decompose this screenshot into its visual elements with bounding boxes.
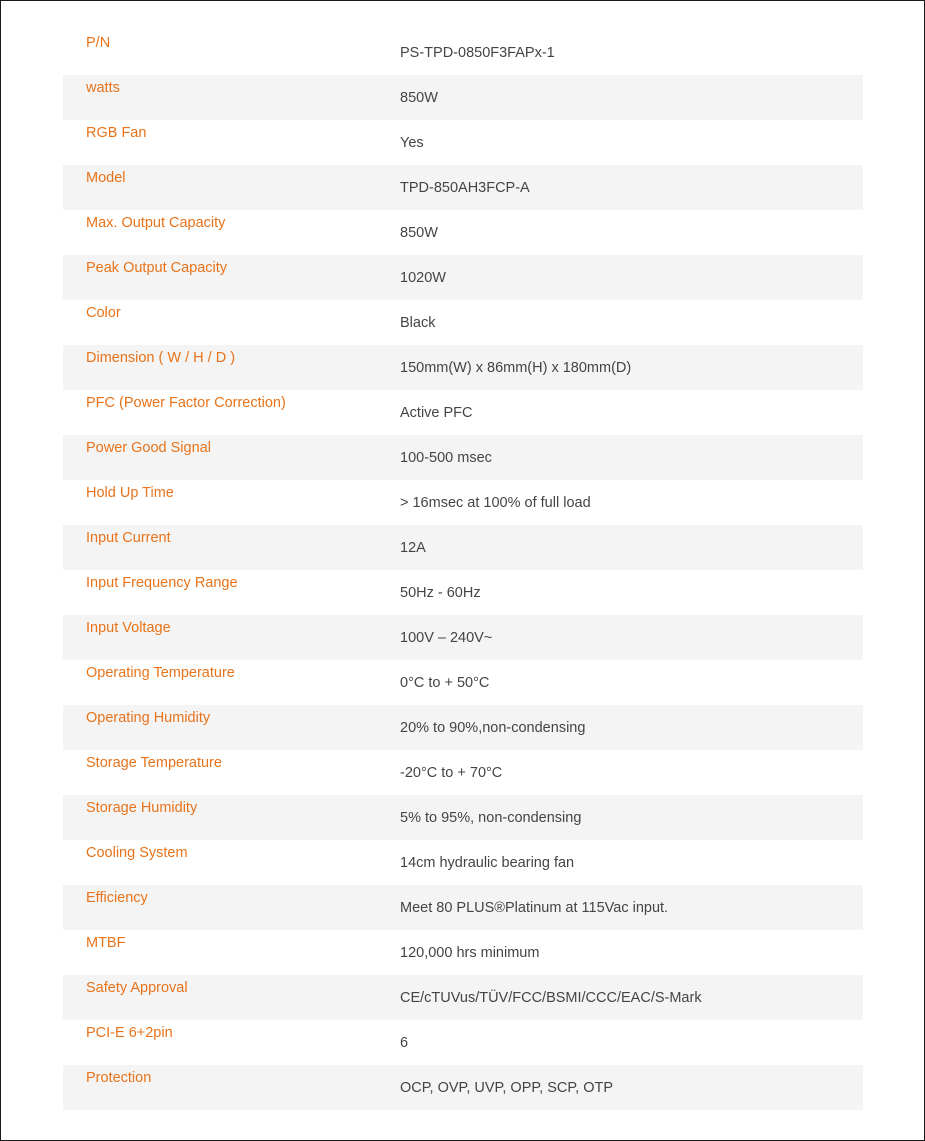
spec-value: CE/cTUVus/TÜV/FCC/BSMI/CCC/EAC/S-Mark [400, 990, 702, 1006]
spec-label: Operating Temperature [86, 665, 235, 681]
spec-label: Dimension ( W / H / D ) [86, 350, 236, 366]
spec-value: 12A [400, 540, 426, 556]
spec-label: PFC (Power Factor Correction) [86, 395, 286, 411]
spec-row [63, 840, 863, 885]
spec-row [63, 975, 863, 1020]
spec-table [63, 30, 863, 1110]
spec-value: 850W [400, 225, 438, 241]
spec-value: 120,000 hrs minimum [400, 945, 540, 961]
spec-row [63, 165, 863, 210]
spec-label: Hold Up Time [86, 485, 174, 501]
spec-row [63, 930, 863, 975]
spec-row [63, 885, 863, 930]
spec-value: 14cm hydraulic bearing fan [400, 855, 575, 871]
spec-label: Power Good Signal [86, 440, 211, 456]
spec-label: MTBF [86, 935, 126, 951]
spec-row [63, 750, 863, 795]
spec-label: Max. Output Capacity [86, 215, 226, 231]
spec-row [63, 615, 863, 660]
spec-label: PCI-E 6+2pin [86, 1025, 173, 1041]
spec-row [63, 390, 863, 435]
spec-value: Black [400, 315, 436, 331]
spec-row [63, 120, 863, 165]
spec-value: 150mm(W) x 86mm(H) x 180mm(D) [400, 360, 632, 376]
spec-row [63, 300, 863, 345]
spec-label: Input Current [86, 530, 171, 546]
spec-label: watts [86, 80, 120, 96]
spec-value: 100V – 240V~ [400, 630, 493, 646]
spec-value: 100-500 msec [400, 450, 492, 466]
spec-label: Input Voltage [86, 620, 171, 636]
spec-value: PS-TPD-0850F3FAPx-1 [400, 45, 555, 61]
spec-label: Input Frequency Range [86, 575, 238, 591]
spec-row [63, 480, 863, 525]
spec-value: OCP, OVP, UVP, OPP, SCP, OTP [400, 1080, 614, 1096]
spec-value: -20°C to + 70°C [400, 765, 503, 781]
spec-value: 5% to 95%, non-condensing [400, 810, 582, 826]
spec-row [63, 345, 863, 390]
spec-label: P/N [86, 35, 111, 51]
spec-label: Protection [86, 1070, 152, 1086]
spec-row [63, 705, 863, 750]
spec-label: Storage Temperature [86, 755, 222, 771]
spec-value: Active PFC [400, 405, 473, 421]
spec-value: 850W [400, 90, 438, 106]
spec-row [63, 660, 863, 705]
spec-row [63, 1065, 863, 1110]
spec-label: Efficiency [86, 890, 148, 906]
spec-row [63, 525, 863, 570]
spec-row [63, 570, 863, 615]
spec-value: Meet 80 PLUS®Platinum at 115Vac input. [400, 900, 669, 916]
spec-value: 0°C to + 50°C [400, 675, 490, 691]
spec-label: Cooling System [86, 845, 188, 861]
spec-row [63, 255, 863, 300]
spec-label: Operating Humidity [86, 710, 211, 726]
spec-row [63, 210, 863, 255]
spec-label: Safety Approval [86, 980, 188, 996]
spec-row [63, 1020, 863, 1065]
spec-value: 20% to 90%,non-condensing [400, 720, 586, 736]
spec-label: Peak Output Capacity [86, 260, 228, 276]
spec-value: 1020W [400, 270, 446, 286]
spec-value: 50Hz - 60Hz [400, 585, 481, 601]
spec-value: Yes [400, 135, 424, 151]
spec-value: > 16msec at 100% of full load [400, 495, 591, 511]
spec-value: 6 [400, 1035, 409, 1051]
spec-label: Model [86, 170, 126, 186]
spec-value: TPD-850AH3FCP-A [400, 180, 530, 196]
spec-row [63, 75, 863, 120]
spec-row [63, 435, 863, 480]
spec-label: Color [86, 305, 121, 321]
spec-label: RGB Fan [86, 125, 147, 141]
spec-row [63, 30, 863, 75]
spec-label: Storage Humidity [86, 800, 198, 816]
spec-row [63, 795, 863, 840]
